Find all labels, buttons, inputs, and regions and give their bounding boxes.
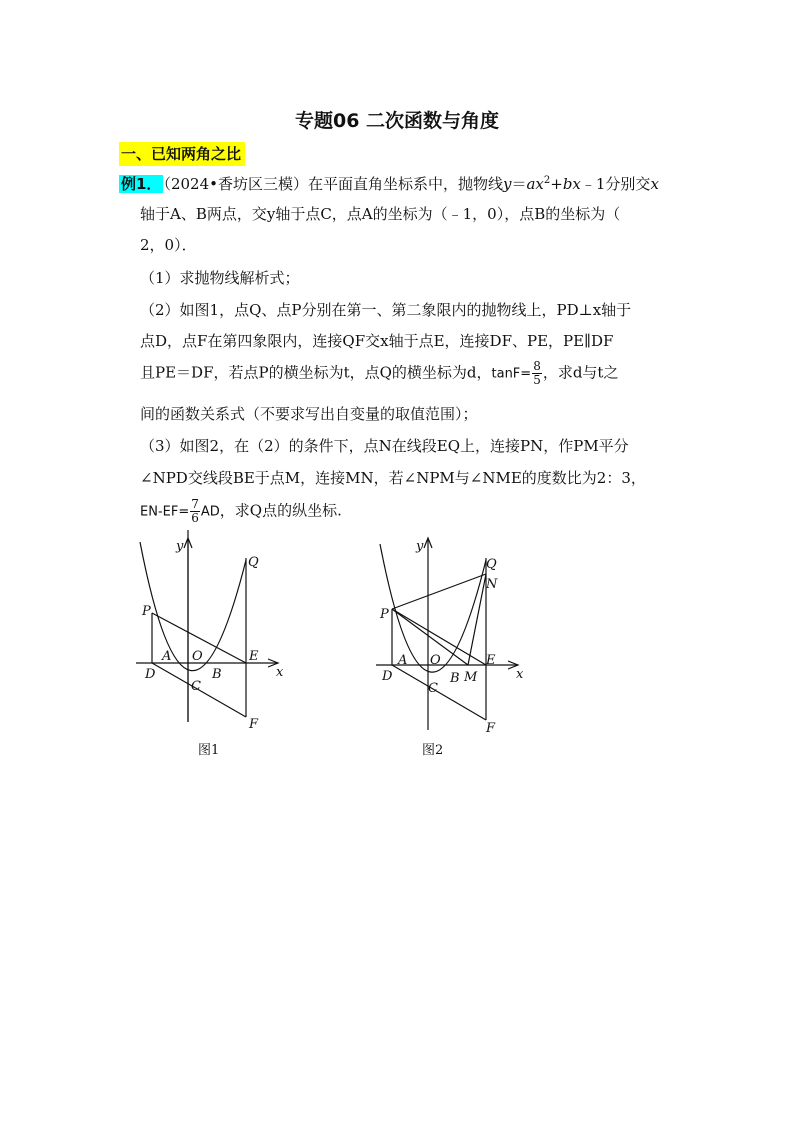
fig2-label-C: C — [428, 681, 438, 696]
example-line-2: 轴于A、B两点，交y轴于点C，点A的坐标为（﹣1，0），点B的坐标为（ — [140, 205, 621, 223]
q3-expr: EN-EF= — [140, 504, 190, 520]
eq-bx: bx — [562, 175, 581, 193]
eq-y: y — [502, 175, 512, 193]
example-label: 例1． — [121, 175, 162, 193]
q3-frac-num: 7 — [191, 497, 199, 511]
section-heading: 一、已知两角之比 — [119, 142, 245, 166]
example-source: （2024•香坊区三模）在平面直角坐标系中，抛物线 — [163, 175, 503, 193]
figure-1 — [130, 530, 300, 770]
fig1-label-O: O — [192, 649, 203, 664]
q3-fraction — [190, 498, 200, 525]
fig2-label-Q: Q — [486, 557, 497, 572]
fig2-label-P: P — [380, 607, 389, 622]
eq-ax: ax — [526, 175, 544, 193]
question-3-line-2: ∠NPD交线段BE于点M，连接MN，若∠NPM与∠NME的度数比为2：3， — [140, 469, 646, 487]
fig1-label-B: B — [212, 667, 222, 682]
question-2-line-3 — [140, 360, 618, 387]
eq-plus: + — [550, 175, 563, 193]
fig1-label-Q: Q — [248, 555, 259, 570]
eq-equals: ＝ — [511, 175, 527, 193]
question-2-line-4: 间的函数关系式（不要求写出自变量的取值范围）； — [140, 405, 478, 423]
fig2-label-O: O — [430, 653, 441, 668]
fig2-label-N: N — [486, 577, 498, 592]
example-line-3: 2，0）． — [140, 236, 197, 254]
q2-tan: tanF= — [491, 366, 532, 382]
fig2-label-y: y — [416, 539, 424, 554]
question-1: （1）求抛物线解析式； — [140, 269, 300, 287]
question-2-line-1: （2）如图1，点Q、点P分别在第一、第二象限内的抛物线上，PD⊥x轴于 — [140, 301, 632, 319]
fig1-label-E: E — [249, 649, 259, 664]
eq-exponent: 2 — [543, 175, 551, 186]
q3-frac-den: 6 — [191, 511, 199, 525]
question-3-line-3 — [140, 498, 342, 525]
example-line-1 — [119, 172, 659, 196]
question-3-line-1: （3）如图2，在（2）的条件下，点N在线段EQ上，连接PN，作PM平分 — [140, 437, 629, 455]
q3-tail: ，求Q点的纵坐标. — [219, 501, 342, 520]
fig2-label-E: E — [486, 653, 496, 668]
page-title: 专题06 二次函数与角度 — [294, 110, 500, 132]
fig1-label-C: C — [191, 679, 201, 694]
eq-x: x — [650, 175, 659, 193]
eq-rest: ﹣1分别交 — [580, 175, 651, 193]
fig2-label-B: B — [450, 671, 460, 686]
fig2-label-x: x — [516, 667, 524, 682]
fig1-label-x: x — [276, 665, 284, 680]
q2-frac-den: 5 — [533, 373, 541, 387]
fig2-segment-MN — [468, 574, 486, 665]
fig2-segment-PN — [392, 574, 486, 609]
q2-frac-num: 8 — [533, 359, 541, 373]
fig1-label-y: y — [176, 539, 184, 554]
fig1-label-A: A — [162, 649, 172, 664]
fig1-label-F: F — [249, 717, 259, 732]
fig2-label-A: A — [398, 653, 408, 668]
fig1-label-P: P — [142, 604, 151, 619]
fig1-label-D: D — [145, 667, 156, 682]
fig2-caption: 图2 — [422, 743, 444, 758]
fig2-label-M: M — [464, 670, 478, 685]
q2-fraction — [532, 360, 542, 387]
question-2-line-2: 点D，点F在第四象限内，连接QF交x轴于点E，连接DF、PE，PE∥DF — [140, 332, 614, 350]
fig2-label-F: F — [486, 721, 496, 736]
figure-2 — [370, 530, 540, 770]
q2-text-b: ，求d与t之 — [542, 363, 619, 382]
q3-ad: AD — [200, 504, 220, 520]
fig2-label-D: D — [382, 669, 393, 684]
q2-text-a: 且PE＝DF，若点P的横坐标为t，点Q的横坐标为d， — [140, 363, 492, 382]
fig1-caption: 图1 — [198, 743, 220, 758]
